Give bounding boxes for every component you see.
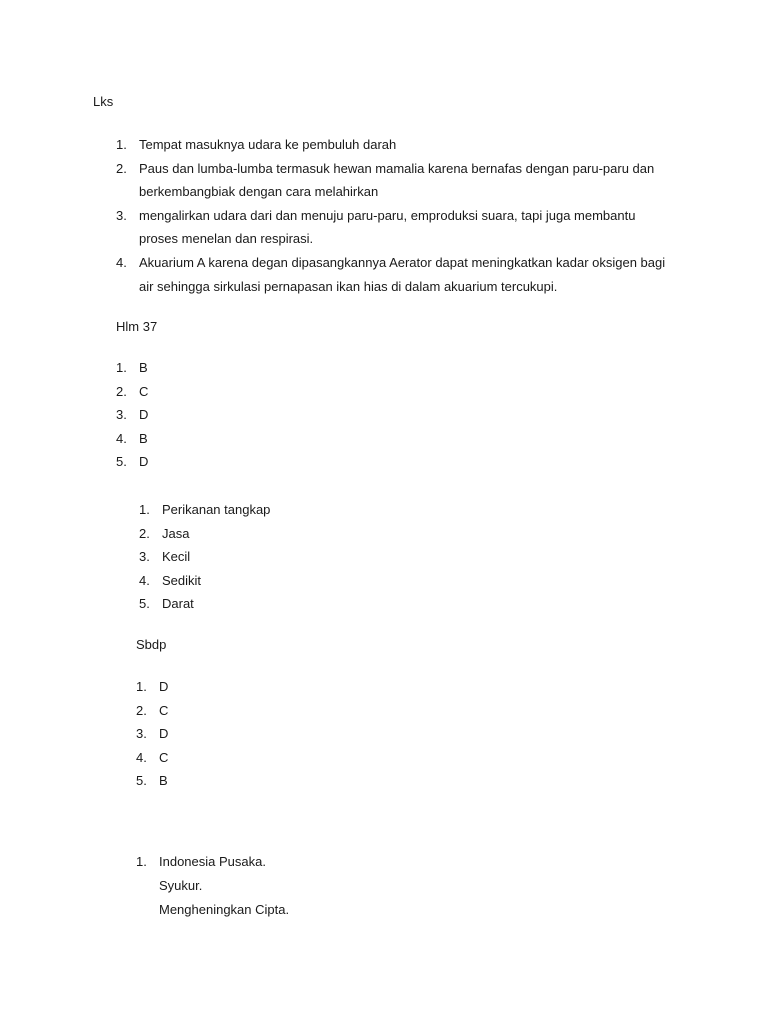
list-item [136,722,336,746]
list-item [116,157,676,204]
list-text: D [139,454,149,470]
list-text: C [159,702,169,718]
list-text: B [139,360,148,375]
list-number: 2. [116,160,127,176]
list-number: 5. [139,596,150,612]
list-item [136,675,336,699]
list-text: C [139,383,149,399]
list-item [116,251,676,298]
list-item [136,850,436,922]
list-item [116,204,676,251]
list-number: 3. [139,549,150,565]
list-text: B [139,430,148,446]
list-item [139,522,389,546]
list-number: 3. [116,407,127,423]
list-text-line: Mengheningkan Cipta. [159,902,290,917]
list-number: 4. [116,254,127,270]
list-sbdp [136,675,336,793]
list-number: 5. [116,454,127,470]
heading-sbdp: Sbdp [136,637,167,652]
list-number: 1. [116,360,127,375]
list-number: 4. [139,572,150,588]
list-number: 1. [136,854,147,869]
list-item [136,769,336,793]
list-number: 4. [136,749,147,765]
list-number: 3. [116,207,127,223]
list-item [136,699,336,723]
heading-lks: Lks [93,94,114,109]
list-text: D [139,407,149,423]
list-number: 2. [139,525,150,541]
list-number: 3. [136,726,147,742]
list-text: Kecil [162,549,191,565]
list-text: mengalirkan udara dari dan menuju paru-paru, emproduksi suara, tapi juga membantu proses menelan dan respirasi. [139,207,636,247]
list-hlm [116,356,316,474]
list-text: Sedikit [162,572,202,588]
heading-hlm: Hlm 37 [116,319,158,334]
list-number: 1. [136,679,147,694]
list-text: Darat [162,596,194,612]
list-number: 1. [116,137,127,152]
list-item [139,545,389,569]
list-number: 2. [136,702,147,718]
list-text: Tempat masuknya udara ke pembuluh darah [139,137,397,152]
list-text-line: Syukur. [159,878,203,893]
list-text: Akuarium A karena degan dipasangkannya Aerator dapat meningkatkan kadar oksigen bagi air sehingga sirkulasi pernapasan ikan hias di dalam akuarium tercukupi. [139,254,666,294]
list-number: 2. [116,383,127,399]
list-final [136,850,436,922]
list-text: D [159,679,169,694]
list-text: Jasa [162,525,190,541]
list-number: 5. [136,773,147,789]
list-item [139,592,389,616]
list-item [136,746,336,770]
list-number: 4. [116,430,127,446]
list-item [116,450,316,474]
list-lks [116,133,676,298]
list-item [116,356,316,380]
list-number: 1. [139,502,150,517]
list-item [116,380,316,404]
list-item [139,498,389,522]
list-item [139,569,389,593]
list-text: Paus dan lumba-lumba termasuk hewan mamalia karena bernafas dengan paru-paru dan berkembangbiak dengan cara melahirkan [139,160,655,200]
list-item [116,427,316,451]
list-item [116,133,676,157]
list-words [139,498,389,616]
list-text: D [159,726,169,742]
list-text: Perikanan tangkap [162,502,271,517]
list-item [116,403,316,427]
list-text: B [159,773,168,789]
list-text-line: Indonesia Pusaka. [159,854,266,869]
list-text: C [159,749,169,765]
